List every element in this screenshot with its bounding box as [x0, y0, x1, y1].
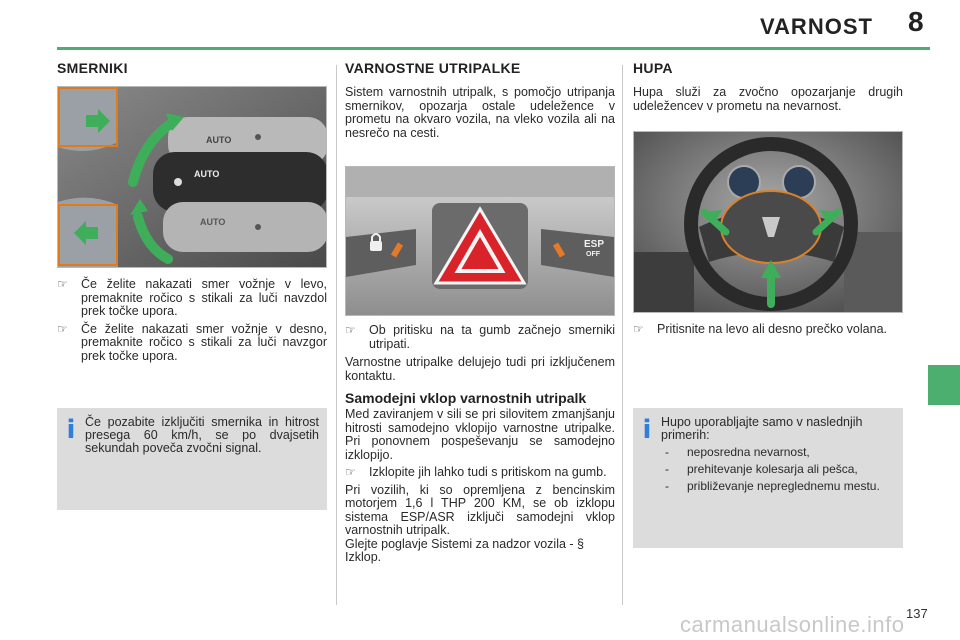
intro-paragraph: Sistem varnostnih utripalk, s pomočjo utripanja smernikov, opozarja ostale udeležence v prometu na okvaro vozila, na vleko vozila ali na nesrečo na cesti.	[345, 85, 615, 140]
label-auto-low: AUTO	[200, 217, 226, 227]
column-smerniki	[57, 60, 327, 363]
header-rule	[57, 47, 930, 50]
column-utripalke	[345, 60, 615, 565]
stalk-illustration	[58, 87, 326, 267]
pointer-hand-icon: ☞	[345, 465, 356, 479]
list-item: - prehitevanje kolesarja ali pešca,	[665, 462, 858, 476]
list-item: ☞ Če želite nakazati smer vožnje v desno, premaknite ročico s stikali za luči navzgor prek točke upora.	[57, 321, 327, 363]
section-title-smerniki: SMERNIKI	[57, 60, 128, 76]
lock-icon	[370, 241, 382, 251]
label-auto-top: AUTO	[206, 135, 232, 145]
list-item: ☞ Če želite nakazati smer vožnje v levo, premaknite ročico s stikali za luči navzdol prek točke upora.	[57, 277, 327, 318]
list-item: ☞ Izklopite jih lahko tudi s pritiskom na gumb.	[345, 465, 607, 479]
pointer-hand-icon: ☞	[57, 277, 68, 291]
watermark: carmanualsonline.info	[680, 612, 905, 637]
column-separator	[622, 65, 623, 605]
info-intro: Hupo uporabljajte samo v naslednjih primerih:	[661, 415, 863, 442]
info-icon: i	[66, 415, 76, 445]
column-hupa	[633, 60, 903, 337]
steering-figure	[633, 131, 903, 313]
paragraph: Glejte poglavje Sistemi za nadzor vozila - § Izklop.	[345, 536, 585, 564]
info-icon: i	[642, 415, 652, 445]
page-number: 137	[906, 606, 928, 621]
chapter-side-tab	[928, 365, 960, 405]
esp-label: ESP	[584, 239, 605, 250]
stalk-figure	[57, 86, 327, 268]
subsection-title: Samodejni vklop varnostnih utripalk	[345, 390, 587, 406]
hazard-figure	[345, 166, 615, 316]
off-label: OFF	[586, 251, 600, 258]
pointer-hand-icon: ☞	[345, 323, 356, 337]
info-box-smerniki: i Če pozabite izključiti smernika in hitrost presega 60 km/h, se po dvajsetih sekundah poveča zvočni signal.	[57, 408, 327, 510]
column-separator	[336, 65, 337, 605]
list-item: - neposredna nevarnost,	[665, 445, 810, 459]
steering-illustration	[634, 132, 902, 312]
list-item: ☞ Pritisnite na levo ali desno prečko volana.	[633, 322, 887, 336]
paragraph: Varnostne utripalke delujejo tudi pri izključenem kontaktu.	[345, 355, 615, 383]
info-box-hupa	[633, 408, 903, 548]
hazard-illustration	[346, 167, 614, 315]
chapter-title: VARNOST	[760, 14, 873, 39]
intro-paragraph: Hupa služi za zvočno opozarjanje drugih udeležencev v prometu na nevarnost.	[633, 85, 903, 113]
label-auto-mid: AUTO	[194, 169, 220, 179]
pointer-hand-icon: ☞	[57, 321, 68, 336]
list-item: ☞ Ob pritisku na ta gumb začnejo smerniki utripati.	[345, 323, 615, 351]
pointer-hand-icon: ☞	[633, 322, 644, 336]
section-title-hupa: HUPA	[633, 60, 673, 76]
chapter-number: 8	[908, 6, 924, 37]
section-title-utripalke: VARNOSTNE UTRIPALKE	[345, 60, 521, 76]
paragraph: Med zaviranjem v sili se pri silovitem zmanjšanju hitrosti samodejno vklopijo varnostne utripalke. Pri ponovnem pospeševanju se samodejno izklopijo.	[345, 407, 615, 462]
paragraph: Pri vozilih, ki so opremljena z bencinskim motorjem 1,6 l THP 200 KM, se ob izklopu sistema ESP/ASR izključi samodejni vklop varnostnih utripalk.	[345, 482, 615, 537]
list-item: - približevanje nepreglednemu mestu.	[665, 479, 880, 493]
